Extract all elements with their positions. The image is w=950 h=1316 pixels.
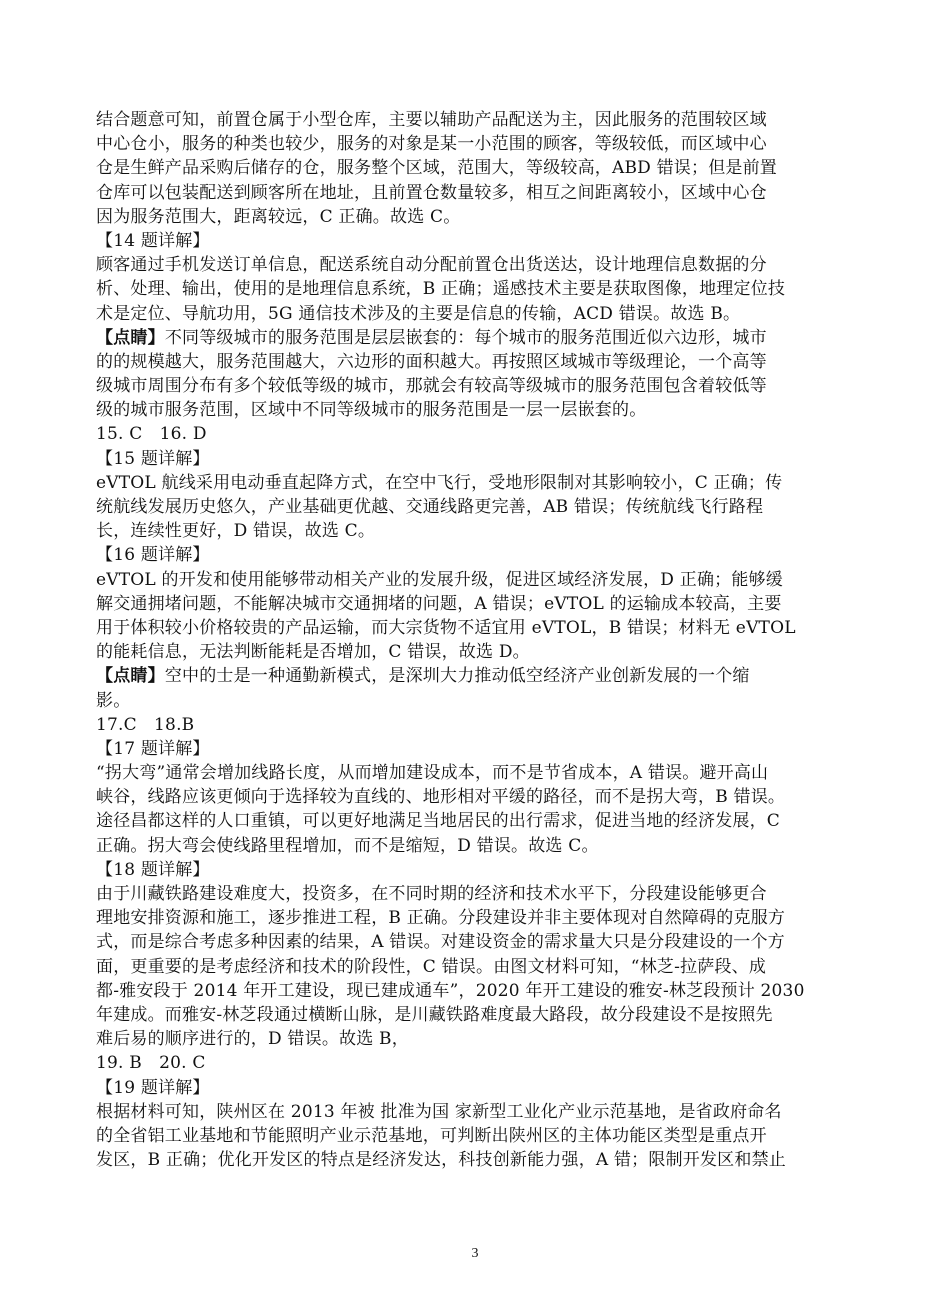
text-line <box>96 326 852 350</box>
line-text: 空中的士是一种通勤新模式，是深圳大力推动低空经济产业创新发展的一个缩 <box>164 666 750 687</box>
line-text: 都-雅安段于 2014 年开工建设，现已建成通车”，2020 年开工建设的雅安-林芝段预计 2030 <box>96 980 805 1001</box>
text-line <box>96 422 852 446</box>
text-line <box>96 568 852 592</box>
text-line <box>96 1124 852 1148</box>
text-line <box>96 785 852 809</box>
line-text: 由于川藏铁路建设难度大，投资多，在不同时期的经济和技术水平下，分段建设能够更合 <box>96 884 767 904</box>
line-text: 的能耗信息，无法判断能耗是否增加，C 错误，故选 D。 <box>96 642 530 663</box>
text-line <box>96 737 852 761</box>
text-line <box>96 1051 852 1075</box>
line-text: 19. B 20. C <box>96 1053 206 1074</box>
line-text: 年建成。而雅安-林芝段通过横断山脉，是川藏铁路难度最大路段，故分段建设不是按照先 <box>96 1004 773 1025</box>
page-number: 3 <box>471 1246 479 1261</box>
text-line <box>96 882 852 906</box>
text-line <box>96 181 852 205</box>
text-line <box>96 761 852 785</box>
line-text: 级的城市服务范围，区域中不同等级城市的服务范围是一层一层嵌套的。 <box>96 400 647 421</box>
line-text: 途径昌都这样的人口重镇，可以更好地满足当地居民的出行需求，促进当地的经济发展，C <box>96 811 781 832</box>
line-text: 理地安排资源和施工，逐步推进工程，B 正确。分段建设并非主要体现对自然障碍的克服方 <box>96 908 786 929</box>
line-text: 面，更重要的是考虑经济和技术的阶段性，C 错误。由图文材料可知，“林芝-拉萨段、成 <box>96 956 767 977</box>
text-line <box>96 471 852 495</box>
line-text: 结合题意可知，前置仓属于小型仓库，主要以辅助产品配送为主，因此服务的范围较区域 <box>96 110 767 130</box>
text-line <box>96 955 852 979</box>
text-line <box>96 132 852 156</box>
text-line <box>96 1076 852 1100</box>
text-line <box>96 979 852 1003</box>
line-text: 【15 题详解】 <box>96 448 210 469</box>
text-line <box>96 156 852 180</box>
text-line <box>96 616 852 640</box>
text-line <box>96 495 852 519</box>
line-text: 【16 题详解】 <box>96 545 210 566</box>
text-line <box>96 108 852 132</box>
text-line <box>96 713 852 737</box>
text-line <box>96 809 852 833</box>
text-line <box>96 253 852 277</box>
note-label: 【点睛】 <box>96 666 165 687</box>
line-text: 仓库可以包装配送到顾客所在地址，且前置仓数量较多，相互之间距离较小，区域中心仓 <box>96 182 767 203</box>
text-line <box>96 930 852 954</box>
text-line <box>96 302 852 326</box>
line-text: 长，连续性更好，D 错误，故选 C。 <box>96 521 376 542</box>
line-text: 17.C 18.B <box>96 714 195 735</box>
text-line <box>96 374 852 398</box>
text-line <box>96 543 852 567</box>
line-text: 顾客通过手机发送订单信息，配送系统自动分配前置仓出货送达，设计地理信息数据的分 <box>96 255 767 276</box>
line-text: 用于体积较小价格较贵的产品运输，而大宗货物不适宜用 eVTOL，B 错误；材料无 eVTOL <box>96 617 796 638</box>
text-line <box>96 664 852 688</box>
text-line <box>96 447 852 471</box>
text-line <box>96 519 852 543</box>
text-line <box>96 592 852 616</box>
line-text: 峡谷，线路应该更倾向于选择较为直线的、地形相对平缓的路径，而不是拐大弯，B 错误。 <box>96 787 786 808</box>
line-text: 【18 题详解】 <box>96 859 210 880</box>
text-line <box>96 398 852 422</box>
text-line <box>96 689 852 713</box>
line-text: 发区，B 正确；优化开发区的特点是经济发达，科技创新能力强，A 错；限制开发区和禁止 <box>96 1150 786 1171</box>
line-text: 因为服务范围大，距离较远，C 正确。故选 C。 <box>96 206 461 227</box>
line-text: “拐大弯”通常会增加线路长度，从而增加建设成本，而不是节省成本，A 错误。避开高山 <box>96 763 769 784</box>
line-text: 正确。拐大弯会使线路里程增加，而不是缩短，D 错误。故选 C。 <box>96 835 599 856</box>
line-text: eVTOL 的开发和使用能够带动相关产业的发展升级，促进区域经济发展，D 正确；能够缓 <box>96 569 783 590</box>
note-label: 【点睛】 <box>96 327 165 348</box>
line-text: 统航线发展历史悠久，产业基础更优越、交通线路更完善，AB 错误；传统航线飞行路程 <box>96 497 764 517</box>
line-text: 【19 题详解】 <box>96 1077 210 1098</box>
text-line <box>96 1148 852 1172</box>
line-text: 的全省铝工业基地和节能照明产业示范基地，可判断出陕州区的主体功能区类型是重点开 <box>96 1125 767 1146</box>
line-text: 式，而是综合考虑多种因素的结果，A 错误。对建设资金的需求量大只是分段建设的一个方 <box>96 932 785 953</box>
line-text: 影。 <box>96 690 131 711</box>
text-line <box>96 1003 852 1027</box>
line-text: 中心仓小，服务的种类也较少，服务的对象是某一小范围的顾客，等级较低，而区域中心 <box>96 134 767 155</box>
line-text: eVTOL 航线采用电动垂直起降方式，在空中飞行，受地形限制对其影响较小，C 正确；传 <box>96 472 783 493</box>
line-text: 难后易的顺序进行的，D 错误。故选 B， <box>96 1029 409 1050</box>
line-text: 15. C 16. D <box>96 424 207 445</box>
line-text: 术是定位、导航功用，5G 通信技术涉及的主要是信息的传输，ACD 错误。故选 B。 <box>96 303 741 324</box>
text-line <box>96 906 852 930</box>
text-line <box>96 640 852 664</box>
text-line <box>96 1100 852 1124</box>
line-text: 的的规模越大，服务范围越大，六边形的面积越大。再按照区域城市等级理论，一个高等 <box>96 351 767 372</box>
document-body <box>96 108 852 1172</box>
line-text: 【14 题详解】 <box>96 230 210 251</box>
line-text: 级城市周围分布有多个较低等级的城市，那就会有较高等级城市的服务范围包含着较低等 <box>96 376 767 397</box>
text-line <box>96 229 852 253</box>
line-text: 析、处理、输出，使用的是地理信息系统，B 正确；遥感技术主要是获取图像，地理定位技 <box>96 279 786 300</box>
line-text: 仓是生鲜产品采购后储存的仓，服务整个区域，范围大，等级较高，ABD 错误；但是前置 <box>96 158 778 179</box>
line-text: 【17 题详解】 <box>96 738 210 759</box>
text-line <box>96 277 852 301</box>
text-line <box>96 350 852 374</box>
text-line <box>96 858 852 882</box>
text-line <box>96 834 852 858</box>
line-text: 解交通拥堵问题，不能解决城市交通拥堵的问题，A 错误；eVTOL 的运输成本较高，主要 <box>96 593 782 614</box>
text-line <box>96 205 852 229</box>
line-text: 不同等级城市的服务范围是层层嵌套的：每个城市的服务范围近似六边形，城市 <box>164 327 767 348</box>
text-line <box>96 1027 852 1051</box>
line-text: 根据材料可知，陕州区在 2013 年被 批准为国 家新型工业化产业示范基地，是省政府命名 <box>96 1101 782 1122</box>
